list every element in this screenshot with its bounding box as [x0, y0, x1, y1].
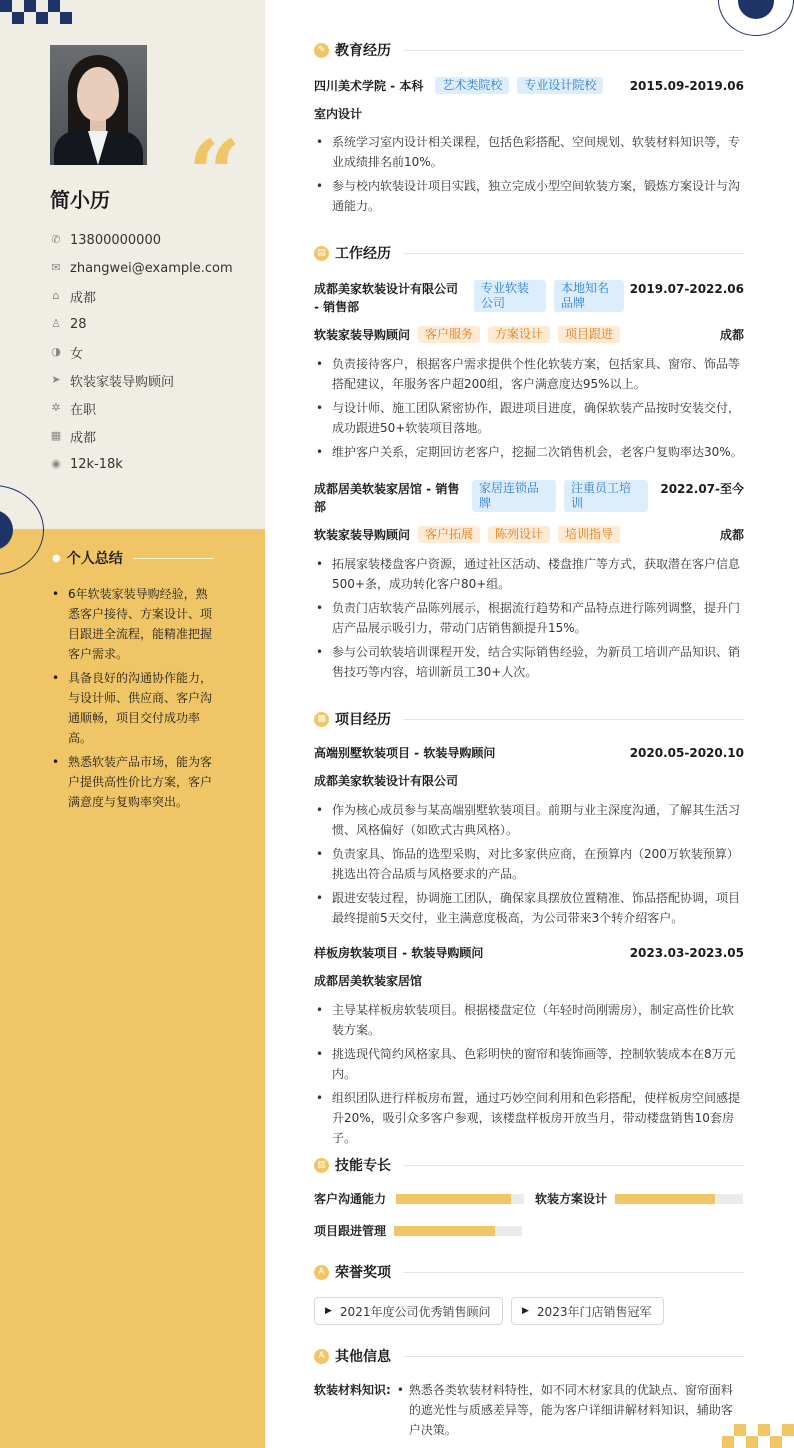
section-education-heading	[314, 40, 744, 60]
summary-item: • 具备良好的沟通协作能力，与设计师、供应商、客户沟通顺畅，项目交付成功率高。	[50, 668, 218, 748]
job-bullets	[314, 354, 744, 466]
job-date: 2022.07-至今	[660, 482, 744, 496]
skill-bar-fill	[615, 1194, 715, 1204]
job-skill-tag: 客户服务	[418, 326, 480, 343]
info-item-gender	[50, 338, 233, 366]
info-phone-text: 13800000000	[70, 232, 161, 248]
job-item: • 与设计师、施工团队紧密协作，跟进项目进度，确保软装产品按时安装交付，成功跟进50+软装项目落地。	[314, 398, 744, 438]
award-badge	[511, 1297, 664, 1325]
home-icon: ⌂	[52, 289, 60, 302]
project-row	[314, 744, 744, 762]
skills-icon: ▥	[314, 1158, 329, 1173]
skill-item	[314, 1222, 522, 1239]
info-salary-text: 12k-18k	[70, 456, 123, 472]
quote-mark-icon: “	[188, 120, 241, 228]
info-item-email	[50, 254, 233, 282]
job-role-row	[314, 326, 744, 344]
job-item: • 负责门店软装产品陈列展示，根据流行趋势和产品特点进行陈列调整，提升门店产品展示吸引力，带动门店销售额提升15%。	[314, 598, 744, 638]
skill-bar	[394, 1226, 522, 1236]
job-item: • 拓展家装楼盘客户资源，通过社区活动、楼盘推广等方式，获取潜在客户信息500+条，成功转化客户80+组。	[314, 554, 744, 594]
info-item-city	[50, 282, 233, 310]
summary-item: • 6年软装家装导购经验，熟悉客户接待、方案设计、项目跟进全流程，能精准把握客户需求。	[50, 584, 218, 664]
project-item: • 作为核心成员参与某高端别墅软装项目。前期与业主深度沟通，了解其生活习惯、风格偏好（如欧式古典风格）。	[314, 800, 744, 840]
school-tag: 艺术类院校	[435, 77, 509, 94]
education-bullets	[314, 132, 744, 220]
job-role: 软装家装导购顾问	[314, 528, 411, 542]
project-name: 高端别墅软装项目 - 软装导购顾问	[314, 746, 496, 760]
section-work-heading	[314, 243, 744, 263]
contact-info-list	[50, 226, 233, 478]
info-item-status	[50, 394, 233, 422]
summary-list	[50, 584, 218, 816]
section-other-heading	[314, 1346, 744, 1366]
project-item: • 负责家具、饰品的选型采购，对比多家供应商，在预算内（200万软装预算）挑选出符合品质与风格要求的产品。	[314, 844, 744, 884]
section-skills-heading	[314, 1155, 744, 1175]
checker-decoration-top-left	[0, 0, 72, 24]
summary-title: 个人总结	[66, 551, 123, 567]
job-city: 成都	[719, 328, 744, 342]
project-icon: ▦	[314, 712, 329, 727]
phone-icon: ✆	[51, 233, 61, 246]
award-badge	[314, 1297, 503, 1325]
skill-item	[535, 1190, 743, 1207]
section-title: 项目经历	[335, 712, 391, 728]
project-row	[314, 944, 744, 962]
profile-name: 简小历	[50, 190, 110, 212]
play-icon: ▶	[522, 1306, 529, 1316]
project-date: 2020.05-2020.10	[629, 746, 744, 760]
education-major-row	[314, 105, 744, 122]
job-row	[314, 280, 744, 316]
skill-name: 项目跟进管理	[314, 1224, 387, 1238]
status-icon: ✲	[51, 401, 61, 414]
info-item-phone	[50, 226, 233, 254]
job-tag: 本地知名品牌	[554, 280, 624, 312]
other-info-icon: A	[314, 1349, 329, 1364]
section-title: 工作经历	[335, 246, 391, 262]
skill-bar-fill	[396, 1194, 511, 1204]
education-row	[314, 77, 744, 95]
section-awards-heading	[314, 1262, 744, 1282]
info-item-position	[50, 366, 233, 394]
job-company: 成都居美软装家居馆 - 销售部	[314, 482, 460, 514]
award-text: 2021年度公司优秀销售顾问	[339, 1304, 491, 1319]
building-icon: ▦	[50, 429, 62, 442]
project-item: • 组织团队进行样板房布置，通过巧妙空间利用和色彩搭配，使样板房空间感提升20%，吸引众多客户参观，该楼盘样板房开放当月，带动楼盘销售10套房子。	[314, 1088, 744, 1148]
section-title: 其他信息	[335, 1349, 391, 1365]
education-icon: ✎	[314, 43, 329, 58]
job-tag: 专业软装公司	[474, 280, 546, 312]
avatar-photo	[50, 45, 147, 165]
other-info-text: 熟悉各类软装材料特性，如不同木材家具的优缺点、窗帘面料的遮光性与质感差异等，能为客户详细讲解材料知识，辅助客户决策。	[408, 1383, 733, 1437]
job-item: • 参与公司软装培训课程开发，结合实际销售经验，为新员工培训产品知识、销售技巧等内容，培训新员工30+人次。	[314, 642, 744, 682]
info-item-age	[50, 310, 233, 338]
award-icon: A	[314, 1265, 329, 1280]
mail-icon: ✉	[51, 261, 61, 274]
summary-item: • 熟悉软装产品市场，能为客户提供高性价比方案，客户满意度与复购率突出。	[50, 752, 218, 812]
job-city: 成都	[719, 528, 744, 542]
person-icon: ●	[52, 552, 61, 564]
school-name: 四川美术学院 - 本科	[314, 79, 424, 93]
info-email-text: zhangwei@example.com	[70, 260, 233, 276]
project-org-row	[314, 972, 744, 989]
skill-item	[314, 1190, 524, 1207]
info-city-text: 成都	[70, 290, 97, 306]
award-text: 2023年门店销售冠军	[536, 1304, 652, 1319]
project-date: 2023.03-2023.05	[629, 946, 744, 960]
info-item-work-city	[50, 422, 233, 450]
circle-decoration-top-right	[718, 0, 794, 36]
job-skill-tag: 陈列设计	[488, 526, 550, 543]
project-name: 样板房软装项目 - 软装导购顾问	[314, 946, 484, 960]
info-status-text: 在职	[70, 402, 97, 418]
job-skill-tag: 客户拓展	[418, 526, 480, 543]
other-info-item: • 熟悉各类软装材料特性，如不同木材家具的优缺点、窗帘面料的遮光性与质感差异等，能为客户详细讲解材料知识，辅助客户决策。	[396, 1383, 733, 1437]
skill-bar	[396, 1194, 524, 1204]
work-icon: ▤	[314, 246, 329, 261]
skill-name: 软装方案设计	[535, 1192, 608, 1206]
info-position-text: 软装家装导购顾问	[70, 374, 175, 390]
send-icon: ➤	[51, 373, 61, 386]
gender-icon: ◑	[51, 345, 61, 358]
project-item: • 跟进安装过程，协调施工团队，确保家具摆放位置精准、饰品搭配协调，项目最终提前5天交付，业主满意度极高，为公司带来3个转介绍客户。	[314, 888, 744, 928]
project-item: • 挑选现代简约风格家具、色彩明快的窗帘和装饰画等，控制软装成本在8万元内。	[314, 1044, 744, 1084]
info-item-salary	[50, 450, 233, 478]
education-date: 2015.09-2019.06	[629, 79, 744, 93]
project-item: • 主导某样板房软装项目。根据楼盘定位（年轻时尚刚需房），制定高性价比软装方案。	[314, 1000, 744, 1040]
job-skill-tag: 培训指导	[558, 526, 620, 543]
project-bullets	[314, 800, 744, 932]
other-info-row	[314, 1380, 744, 1440]
job-role-row	[314, 526, 744, 544]
job-tag: 家居连锁品牌	[472, 480, 556, 512]
section-title: 技能专长	[335, 1158, 391, 1174]
project-org-row	[314, 772, 744, 789]
play-icon: ▶	[325, 1306, 332, 1316]
job-date: 2019.07-2022.06	[629, 282, 744, 296]
info-age-text: 28	[70, 316, 87, 332]
job-item: • 负责接待客户，根据客户需求提供个性化软装方案，包括家具、窗帘、饰品等搭配建议，年服务客户超200组，客户满意度达95%以上。	[314, 354, 744, 394]
section-projects-heading	[314, 709, 744, 729]
job-row	[314, 480, 744, 516]
other-info-label: 软装材料知识:	[314, 1383, 391, 1397]
summary-heading	[52, 548, 214, 568]
info-gender-text: 女	[70, 346, 84, 362]
school-tag: 专业设计院校	[517, 77, 603, 94]
job-role: 软装家装导购顾问	[314, 328, 411, 342]
major-name: 室内设计	[314, 107, 363, 121]
info-work-city-text: 成都	[70, 430, 97, 446]
job-skill-tag: 项目跟进	[558, 326, 620, 343]
project-org: 成都居美软装家居馆	[314, 974, 423, 988]
skill-bar-fill	[394, 1226, 495, 1236]
job-tag: 注重员工培训	[564, 480, 648, 512]
education-item: • 参与校内软装设计项目实践，独立完成小型空间软装方案，锻炼方案设计与沟通能力。	[314, 176, 744, 216]
skill-name: 客户沟通能力	[314, 1192, 387, 1206]
skill-bar	[615, 1194, 743, 1204]
job-company: 成都美家软装设计有限公司 - 销售部	[314, 282, 459, 314]
salary-icon: ◉	[51, 457, 61, 470]
job-bullets	[314, 554, 744, 686]
project-org: 成都美家软装设计有限公司	[314, 774, 459, 788]
education-item: • 系统学习室内设计相关课程，包括色彩搭配、空间规划、软装材料知识等，专业成绩排名前10%。	[314, 132, 744, 172]
checker-decoration-bottom-right	[722, 1424, 794, 1448]
job-item: • 维护客户关系，定期回访老客户，挖掘二次销售机会，老客户复购率达30%。	[314, 442, 744, 462]
section-title: 教育经历	[335, 43, 391, 59]
age-icon: ♙	[51, 317, 61, 330]
section-title: 荣誉奖项	[335, 1265, 391, 1281]
job-skill-tag: 方案设计	[488, 326, 550, 343]
project-bullets	[314, 1000, 744, 1152]
